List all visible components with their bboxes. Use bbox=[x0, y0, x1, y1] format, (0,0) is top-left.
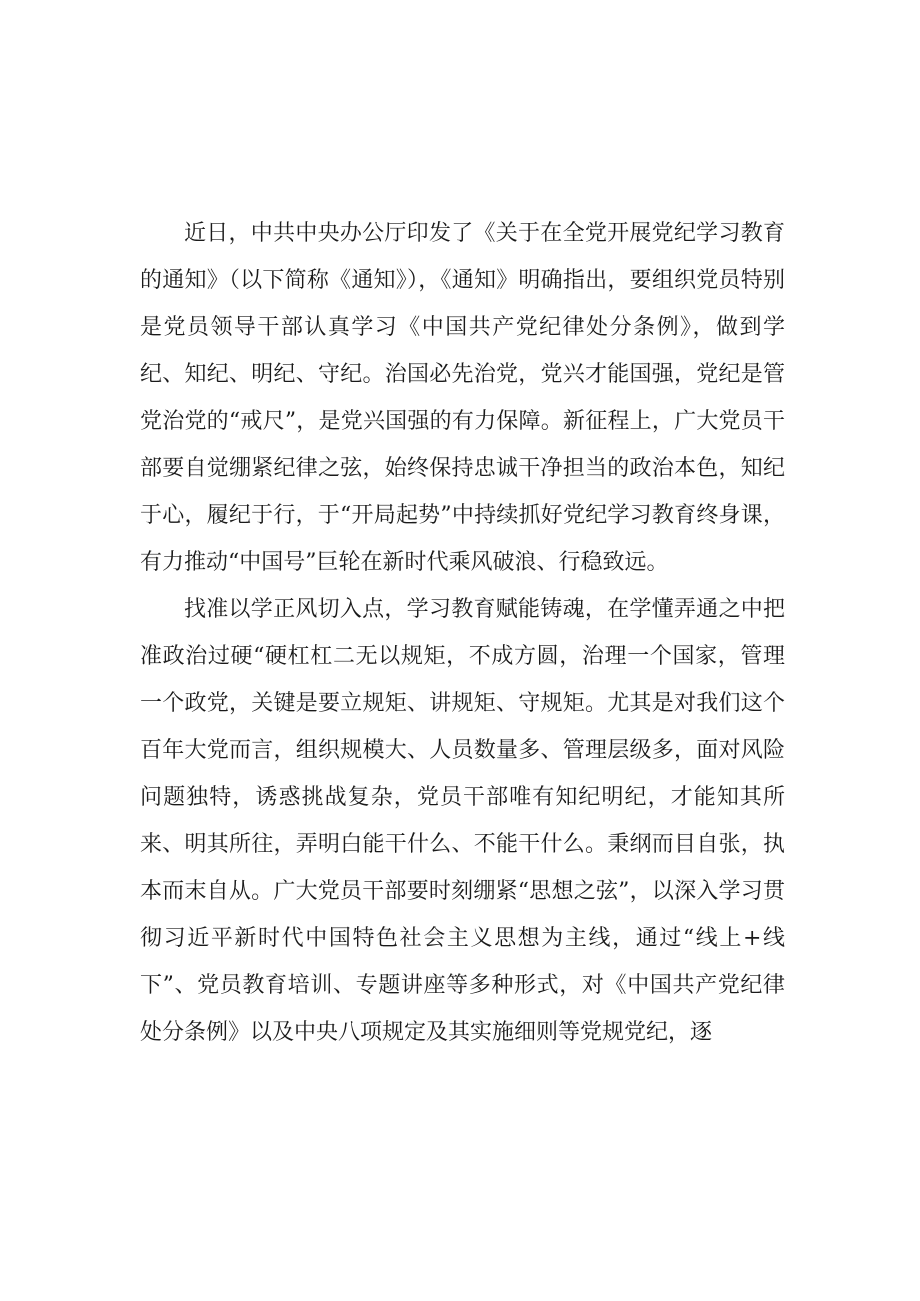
paragraph-2: 找准以学正风切入点，学习教育赋能铸魂，在学懂弄通之中把准政治过硬“硬杠杠二无以规矩，不成方圆，治理一个国家，管理一个政党，关键是要立规矩、讲规矩、守规矩。尤其是对我们这个百年大党而言，组织规模大、人员数量多、管理层级多，面对风险问题独特，诱惑挑战复杂，党员干部唯有知纪明纪，才能知其所来、明其所往，弄明白能干什么、不能干什么。秉纲而目自张，执本而末自从。广大党员干部要时刻绷紧“思想之弦”，以深入学习贯彻习近平新时代中国特色社会主义思想为主线，通过“线上+线下”、党员教育培训、专题讲座等多种形式，对《中国共产党纪律处分条例》以及中央八项规定及其实施细则等党规党纪，逐 bbox=[140, 597, 785, 1045]
paragraph-1: 近日，中共中央办公厅印发了《关于在全党开展党纪学习教育的通知》（以下简称《通知》），《通知》明确指出，要组织党员特别是党员领导干部认真学习《中国共产党纪律处分条例》，做到学纪、知纪、明纪、守纪。治国必先治党，党兴才能国强，党纪是管党治党的“戒尺”，是党兴国强的有力保障。新征程上，广大党员干部要自觉绷紧纪律之弦，始终保持忠诚干净担当的政治本色，知纪于心，履纪于行，于“开局起势”中持续抓好党纪学习教育终身课，有力推动“中国号”巨轮在新时代乘风破浪、行稳致远。 bbox=[140, 221, 785, 575]
document-body bbox=[140, 210, 785, 1056]
